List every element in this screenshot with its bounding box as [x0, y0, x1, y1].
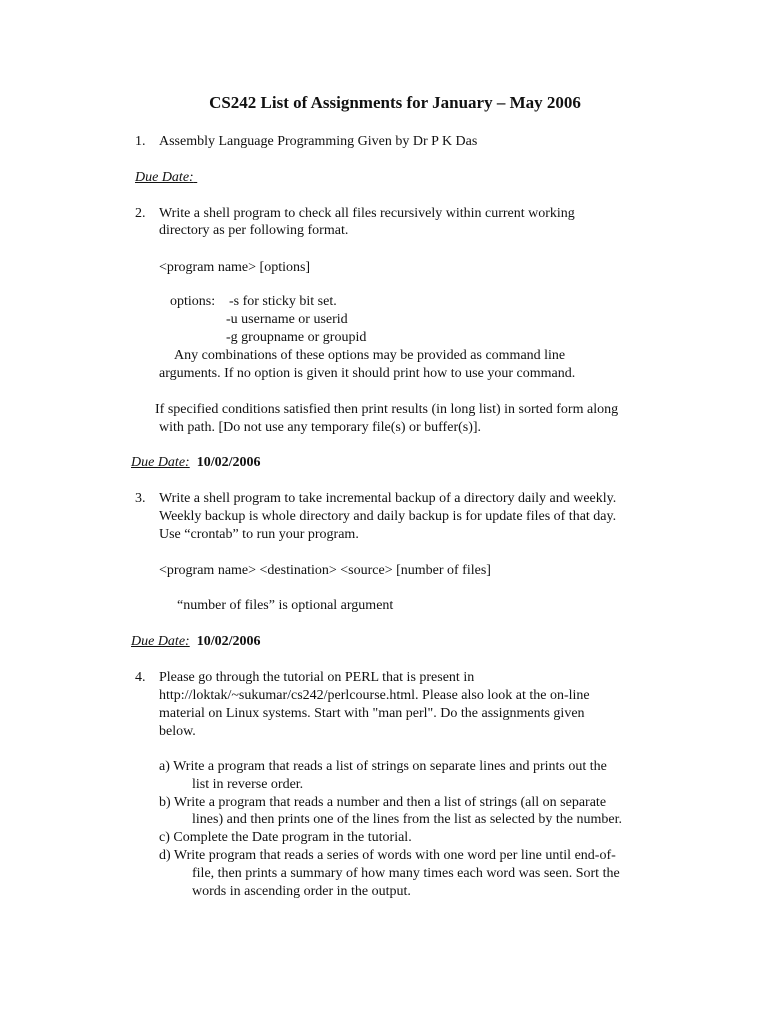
item-2-due — [131, 454, 261, 472]
item-4b-line-2: lines) and then prints one of the lines from the list as selected by the number. — [192, 812, 623, 827]
item-4c-line-1: c) Complete the Date program in the tutorial. — [159, 830, 412, 845]
item-3-number: 3. — [135, 491, 146, 506]
item-4-line-4: below. — [159, 724, 196, 739]
due-date-blank — [194, 169, 198, 187]
due-date-label: Due Date — [135, 170, 190, 185]
item-2-line-2: directory as per following format. — [159, 223, 349, 238]
item-2-option-g: -g groupname or groupid — [226, 330, 367, 345]
item-2-number: 2. — [135, 206, 146, 221]
item-3-due — [131, 633, 261, 651]
item-4-number: 4. — [135, 670, 146, 685]
due-date-colon: : — [185, 634, 190, 649]
item-3-line-3: Use “crontab” to run your program. — [159, 527, 359, 542]
item-2-combo-line-2: arguments. If no option is given it should print how to use your command. — [159, 366, 576, 381]
item-4a-line-2: list in reverse order. — [192, 777, 304, 792]
item-2-usage: <program name> [options] — [159, 260, 311, 275]
item-2-options-label: options: — [170, 294, 216, 309]
due-date-colon: : — [185, 455, 190, 470]
item-2-line-1: Write a shell program to check all files recursively within current working — [159, 206, 575, 221]
item-2-option-u: -u username or userid — [226, 312, 348, 327]
item-2-option-s: -s for sticky bit set. — [229, 294, 337, 309]
due-date-label: Due Date — [131, 455, 186, 470]
item-3-line-2: Weekly backup is whole directory and daily backup is for update files of that day. — [159, 509, 617, 524]
item-3-usage: <program name> <destination> <source> [number of files] — [159, 563, 491, 578]
due-date-value: 10/02/2006 — [196, 455, 261, 470]
document-title: CS242 List of Assignments for January – May 2006 — [209, 93, 581, 112]
due-date-label: Due Date — [131, 634, 186, 649]
item-4b-line-1: b) Write a program that reads a number and then a list of strings (all on separate — [159, 795, 607, 810]
item-4d-line-2: file, then prints a summary of how many times each word was seen. Sort the — [192, 866, 620, 881]
item-4a-line-1: a) Write a program that reads a list of strings on separate lines and prints out the — [159, 759, 607, 774]
item-3-line-1: Write a shell program to take incremental backup of a directory daily and weekly. — [159, 491, 617, 506]
item-4-line-3: material on Linux systems. Start with "man perl". Do the assignments given — [159, 706, 585, 721]
item-2-cond-line-2: with path. [Do not use any temporary file(s) or buffer(s)]. — [159, 420, 482, 435]
item-2-cond-line-1: If specified conditions satisfied then print results (in long list) in sorted form along — [155, 402, 619, 417]
item-1-due — [135, 169, 198, 187]
item-3-note: “number of files” is optional argument — [177, 598, 394, 613]
item-4-line-1: Please go through the tutorial on PERL that is present in — [159, 670, 475, 685]
item-4-line-2: http://loktak/~sukumar/cs242/perlcourse.html. Please also look at the on-line — [159, 688, 590, 703]
due-date-colon: : — [189, 170, 194, 185]
item-1-text: Assembly Language Programming Given by Dr P K Das — [159, 134, 478, 149]
due-date-value: 10/02/2006 — [196, 634, 261, 649]
item-4d-line-3: words in ascending order in the output. — [192, 884, 411, 899]
item-4d-line-1: d) Write program that reads a series of words with one word per line until end-of- — [159, 848, 616, 863]
item-2-combo-line-1: Any combinations of these options may be provided as command line — [174, 348, 566, 363]
item-1-number: 1. — [135, 134, 146, 149]
